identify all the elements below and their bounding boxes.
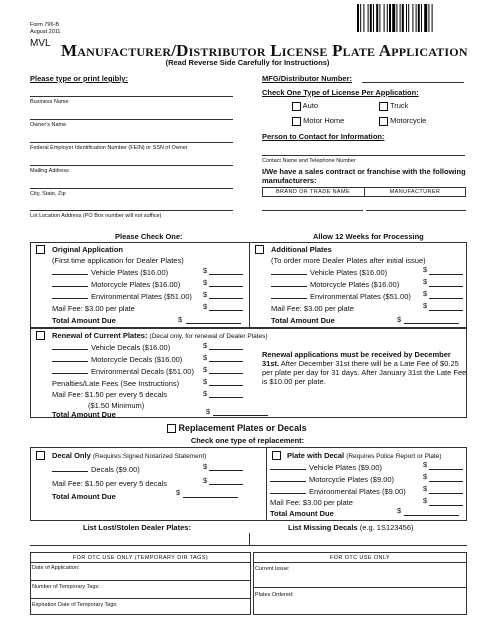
otc-left-header-rule	[30, 562, 251, 563]
quantity-field[interactable]	[270, 463, 306, 470]
license-type-truck[interactable]: Truck	[379, 101, 408, 111]
replacement-heading: Replacement Plates or Decals	[167, 423, 307, 433]
fein-field[interactable]	[30, 142, 233, 143]
decal-vehicle-plates: Vehicle Plates ($9.00)	[270, 463, 382, 472]
dollar-sign: $	[423, 472, 428, 481]
dollar-sign: $	[423, 277, 428, 286]
owner-name-label: Owner's Name	[30, 122, 67, 128]
contact-heading: Person to Contact for Information:	[262, 132, 385, 141]
otc-temporary-tags-heading: FOR OTC USE ONLY (TEMPORARY DIR TAGS)	[72, 555, 209, 561]
total-amount-field[interactable]	[186, 323, 241, 324]
lost-stolen-plates-label: List Lost/Stolen Dealer Plates:	[83, 523, 191, 532]
original-motorcycle-plates: Motorcycle Plates ($16.00)	[52, 280, 180, 289]
dollar-sign: $	[423, 484, 428, 493]
form-number: Form 796-B	[30, 22, 60, 28]
original-vehicle-plates: Vehicle Plates ($16.00)	[52, 268, 168, 277]
quantity-field[interactable]	[271, 268, 307, 275]
amount-field[interactable]	[209, 373, 243, 374]
renewal-vehicle-decals: Vehicle Decals ($16.00)	[52, 343, 170, 352]
original-application-note: (First time application for Dealer Plates)	[52, 256, 184, 265]
total-amount-field[interactable]	[183, 497, 238, 498]
dollar-sign: $	[203, 377, 208, 386]
plate-with-decal-heading: Plate with Decal (Requires Police Report or Plate)	[287, 451, 442, 460]
list-divider	[249, 533, 250, 545]
original-environmental-plates: Environmental Plates ($51.00)	[52, 292, 192, 301]
amount-field[interactable]	[429, 505, 463, 506]
quantity-field[interactable]	[52, 268, 88, 275]
truck-checkbox[interactable]	[379, 102, 388, 111]
quantity-field[interactable]	[270, 475, 306, 482]
dollar-sign: $	[397, 506, 402, 515]
additional-motorcycle-plates: Motorcycle Plates ($16.00)	[271, 280, 399, 289]
manufacturer-column-header: MANUFACTURER	[389, 189, 441, 195]
processing-time: Allow 12 Weeks for Processing	[313, 232, 424, 241]
date-of-application-label: Date of Application:	[32, 565, 80, 571]
original-mail-fee: Mail Fee: $3.00 per plate	[52, 304, 135, 313]
additional-plates-note: (To order more Dealer Plates after initial issue)	[271, 256, 426, 265]
original-application-heading: Original Application	[52, 245, 123, 254]
amount-field[interactable]	[429, 310, 463, 311]
quantity-field[interactable]	[52, 355, 88, 362]
otc-left-rule	[30, 598, 251, 599]
plate-with-decal-checkbox[interactable]	[272, 451, 281, 460]
dollar-sign: $	[397, 315, 402, 324]
mailing-address-label: Mailing Address	[30, 168, 69, 174]
additional-vehicle-plates: Vehicle Plates ($16.00)	[271, 268, 387, 277]
total-amount-field[interactable]	[404, 323, 459, 324]
business-name-label: Business Name	[30, 99, 69, 105]
amount-field[interactable]	[209, 310, 243, 311]
renewal-environmental-decals: Environmental Decals ($51.00)	[52, 367, 194, 376]
contact-field[interactable]	[262, 155, 465, 156]
decal-only-checkbox[interactable]	[36, 451, 45, 460]
quantity-field[interactable]	[52, 465, 88, 472]
fein-label: Federal Employer Identification Number (FEIN) or SSN of Owner	[30, 145, 188, 151]
quantity-field[interactable]	[270, 487, 306, 494]
form-date: August 2011	[30, 29, 61, 35]
replacement-subheading: Check one type of replacement:	[190, 436, 305, 445]
dollar-sign: $	[203, 266, 208, 275]
amount-field[interactable]	[209, 484, 243, 485]
decal-mail-fee: Mail Fee: $3.00 per plate	[270, 498, 353, 507]
dollar-sign: $	[203, 302, 208, 311]
dollar-sign: $	[423, 460, 428, 469]
dollar-sign: $	[176, 488, 181, 497]
amount-field[interactable]	[429, 298, 463, 299]
please-check-one: Please Check One:	[115, 232, 183, 241]
otc-right-heading: FOR OTC USE ONLY	[329, 555, 391, 561]
dollar-sign: $	[203, 290, 208, 299]
additional-plates-checkbox[interactable]	[255, 245, 264, 254]
additional-total-label: Total Amount Due	[271, 316, 335, 325]
decal-only-mail-fee: Mail Fee: $1.50 per every 5 decals	[52, 479, 168, 488]
additional-mail-fee: Mail Fee: $3.00 per plate	[271, 304, 354, 313]
missing-decals-label: List Missing Decals (e.g. 1S123456)	[288, 523, 414, 532]
renewal-checkbox[interactable]	[36, 331, 45, 340]
dollar-sign: $	[203, 353, 208, 362]
manufacturer-field-1[interactable]	[366, 210, 466, 211]
quantity-field[interactable]	[52, 292, 88, 299]
business-name-field[interactable]	[30, 96, 233, 97]
current-issue-label: Current Issue:	[255, 566, 290, 572]
motorcycle-checkbox[interactable]	[379, 117, 388, 126]
renewal-notice: Renewal applications must be received by December 31st. After December 31st there will be a Late Fee of $0.25 per plate per day for 31 days. After January 31st the Late Fee is $10.00 per plate.	[262, 350, 467, 386]
amount-field[interactable]	[429, 286, 463, 287]
form-title: Manufacturer/Distributor License Plate Application	[61, 41, 468, 60]
quantity-field[interactable]	[271, 292, 307, 299]
quantity-field[interactable]	[52, 367, 88, 374]
agency-code: MVL	[30, 38, 51, 49]
replacement-divider	[266, 447, 267, 521]
mfg-number-field[interactable]	[362, 82, 464, 83]
mailing-address-field[interactable]	[30, 165, 233, 166]
dollar-sign: $	[206, 407, 211, 416]
dollar-sign: $	[423, 265, 428, 274]
original-total-label: Total Amount Due	[52, 316, 116, 325]
decal-motorcycle-plates: Motorcycle Plates ($9.00)	[270, 475, 394, 484]
city-state-zip-field[interactable]	[30, 188, 233, 189]
expiration-date-label: Expiration Date of Temporary Tags:	[32, 602, 118, 608]
amount-field[interactable]	[429, 481, 463, 482]
renewal-total-label: Total Amount Due	[52, 410, 116, 419]
amount-field[interactable]	[209, 397, 243, 398]
renewal-motorcycle-decals: Motorcycle Decals ($16.00)	[52, 355, 182, 364]
dollar-sign: $	[203, 389, 208, 398]
quantity-field[interactable]	[52, 343, 88, 350]
auto-checkbox[interactable]	[292, 102, 301, 111]
lot-location-label: Lot Location Address (PO Box number will not suffice)	[30, 213, 162, 219]
license-type-motor-home[interactable]: Motor Home	[292, 116, 344, 126]
decal-total-label: Total Amount Due	[270, 509, 334, 518]
amount-field[interactable]	[209, 361, 243, 362]
contact-label: Contact Name and Telephone Number	[262, 158, 356, 164]
total-amount-field[interactable]	[213, 415, 268, 416]
otc-right-rule	[253, 587, 467, 588]
quantity-field[interactable]	[52, 280, 88, 287]
renewal-penalties: Penalties/Late Fees (See Instructions)	[52, 379, 180, 388]
decal-only-heading: Decal Only (Requires Signed Notarized Statement)	[52, 451, 207, 460]
renewal-mail-fee: Mail Fee: $1.50 per every 5 decals	[52, 390, 168, 399]
form-subtitle: (Read Reverse Side Carefully for Instructions)	[165, 58, 330, 67]
barcode	[357, 4, 467, 32]
section-divider	[249, 242, 250, 328]
decal-only-decals: Decals ($9.00)	[52, 465, 140, 474]
decal-only-total-label: Total Amount Due	[52, 492, 116, 501]
brand-field-1[interactable]	[262, 210, 363, 211]
list-bottom-rule	[30, 545, 467, 546]
original-application-checkbox[interactable]	[36, 245, 45, 254]
license-type-heading: Check One Type of License Per Application:	[262, 88, 419, 97]
city-state-zip-label: City, State, Zip	[30, 191, 66, 197]
plates-ordered-label: Plates Ordered:	[255, 592, 294, 598]
dollar-sign: $	[423, 289, 428, 298]
amount-field[interactable]	[209, 286, 243, 287]
print-legibly-instruction: Please type or print legibly:	[30, 74, 128, 83]
amount-field[interactable]	[209, 298, 243, 299]
franchise-statement: I/We have a sales contract or franchise with the following manufacturers:	[262, 167, 466, 185]
license-type-motorcycle[interactable]: Motorcycle	[379, 116, 426, 126]
number-temporary-tags-label: Number of Temporary Tags:	[32, 584, 100, 590]
owner-name-field[interactable]	[30, 119, 233, 120]
renewal-minimum: ($1.50 Minimum)	[88, 401, 145, 410]
amount-field[interactable]	[429, 469, 463, 470]
quantity-field[interactable]	[271, 280, 307, 287]
dollar-sign: $	[203, 341, 208, 350]
otc-right-header-rule	[253, 562, 467, 563]
motor-home-checkbox[interactable]	[292, 117, 301, 126]
renewal-heading: Renewal of Current Plates: (Decal only, for renewal of Dealer Plates)	[52, 331, 268, 340]
amount-field[interactable]	[429, 493, 463, 494]
dollar-sign: $	[423, 301, 428, 310]
replacement-checkbox[interactable]	[167, 424, 176, 433]
decal-environmental-plates: Environmental Plates ($9.00)	[270, 487, 406, 496]
mfg-number-label: MFG/Distributor Number:	[262, 74, 352, 83]
dollar-sign: $	[203, 462, 208, 471]
dollar-sign: $	[178, 315, 183, 324]
additional-plates-heading: Additional Plates	[271, 245, 332, 254]
amount-field[interactable]	[209, 274, 243, 275]
amount-field[interactable]	[209, 385, 243, 386]
brand-column-header: BRAND OR TRADE NAME	[275, 189, 351, 195]
dollar-sign: $	[423, 496, 428, 505]
amount-field[interactable]	[429, 274, 463, 275]
amount-field[interactable]	[209, 470, 243, 471]
additional-environmental-plates: Environmental Plates ($51.00)	[271, 292, 411, 301]
license-type-auto[interactable]: Auto	[292, 101, 318, 111]
amount-field[interactable]	[209, 349, 243, 350]
dollar-sign: $	[203, 365, 208, 374]
dollar-sign: $	[203, 278, 208, 287]
dollar-sign: $	[203, 476, 208, 485]
total-amount-field[interactable]	[404, 515, 459, 516]
otc-left-rule	[30, 580, 251, 581]
lot-location-field[interactable]	[30, 210, 233, 211]
